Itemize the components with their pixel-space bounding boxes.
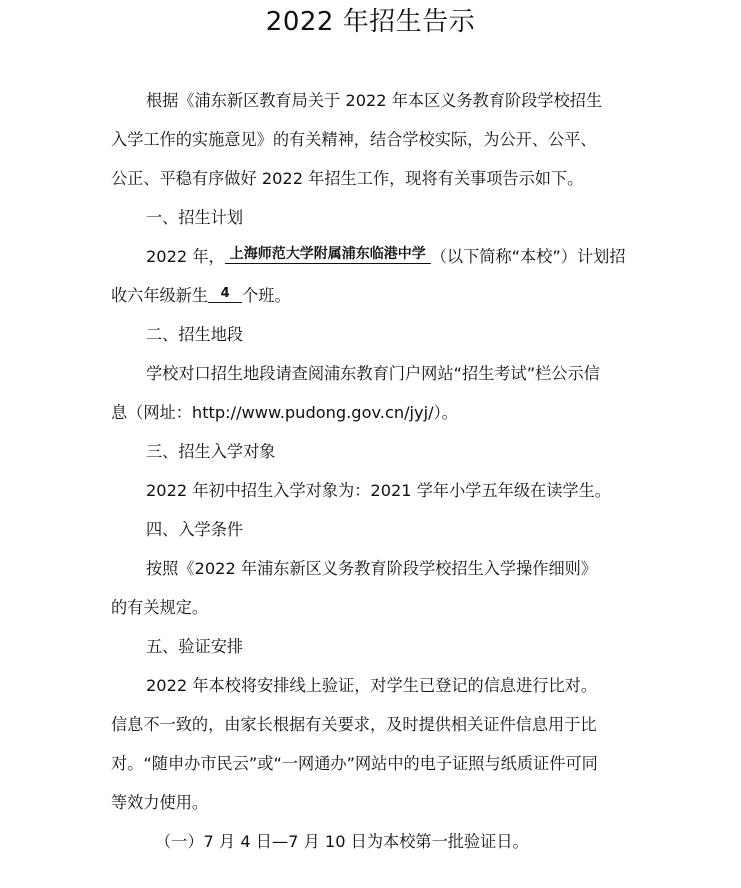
section-2-heading: 二、招生地段 <box>146 325 244 344</box>
section-3-line-1: 2022 年初中招生入学对象为：2021 学年小学五年级在读学生。 <box>146 481 611 500</box>
class-count-fill: 4 <box>208 286 242 303</box>
section-5-heading: 五、验证安排 <box>146 637 244 656</box>
school-name-fill: 上海师范大学附属浦东临港中学 <box>225 245 431 264</box>
section-1-line-1-prefix: 2022 年， <box>146 247 225 266</box>
page-title: 2022 年招生告示 <box>265 7 476 37</box>
section-5-item-1: （一）7 月 4 日—7 月 10 日为本校第一批验证日。 <box>155 832 529 851</box>
section-1-line-2-prefix: 收六年级新生 <box>111 286 209 305</box>
section-2-line-1: 学校对口招生地段请查阅浦东教育门户网站“招生考试”栏公示信 <box>146 364 600 383</box>
section-1-line-1 <box>146 245 636 269</box>
intro-line-1: 根据《浦东新区教育局关于 2022 年本区义务教育阶段学校招生 <box>146 91 603 110</box>
section-4-line-2: 的有关规定。 <box>111 598 209 617</box>
intro-line-3: 公正、平稳有序做好 2022 年招生工作，现将有关事项告示如下。 <box>111 169 584 188</box>
section-5-line-1: 2022 年本校将安排线上验证，对学生已登记的信息进行比对。 <box>146 676 598 695</box>
section-4-line-1: 按照《2022 年浦东新区义务教育阶段学校招生入学操作细则》 <box>146 559 598 578</box>
section-4-heading: 四、入学条件 <box>146 520 244 539</box>
section-3-heading: 三、招生入学对象 <box>146 442 276 461</box>
section-1-line-2 <box>111 284 636 308</box>
section-5-line-3: 对。“随申办市民云”或“一网通办”网站中的电子证照与纸质证件可同 <box>111 754 598 773</box>
intro-line-2: 入学工作的实施意见》的有关精神，结合学校实际，为公开、公平、 <box>111 130 597 149</box>
section-1-heading: 一、招生计划 <box>146 208 244 227</box>
section-1-line-2-suffix: 个班。 <box>242 286 291 305</box>
section-5-line-4: 等效力使用。 <box>111 793 209 812</box>
section-5-line-2: 信息不一致的，由家长根据有关要求，及时提供相关证件信息用于比 <box>111 715 597 734</box>
section-2-line-2: 息（网址：http://www.pudong.gov.cn/jyj/）。 <box>111 403 458 422</box>
section-1-line-1-suffix: （以下简称“本校”）计划招 <box>430 247 626 266</box>
